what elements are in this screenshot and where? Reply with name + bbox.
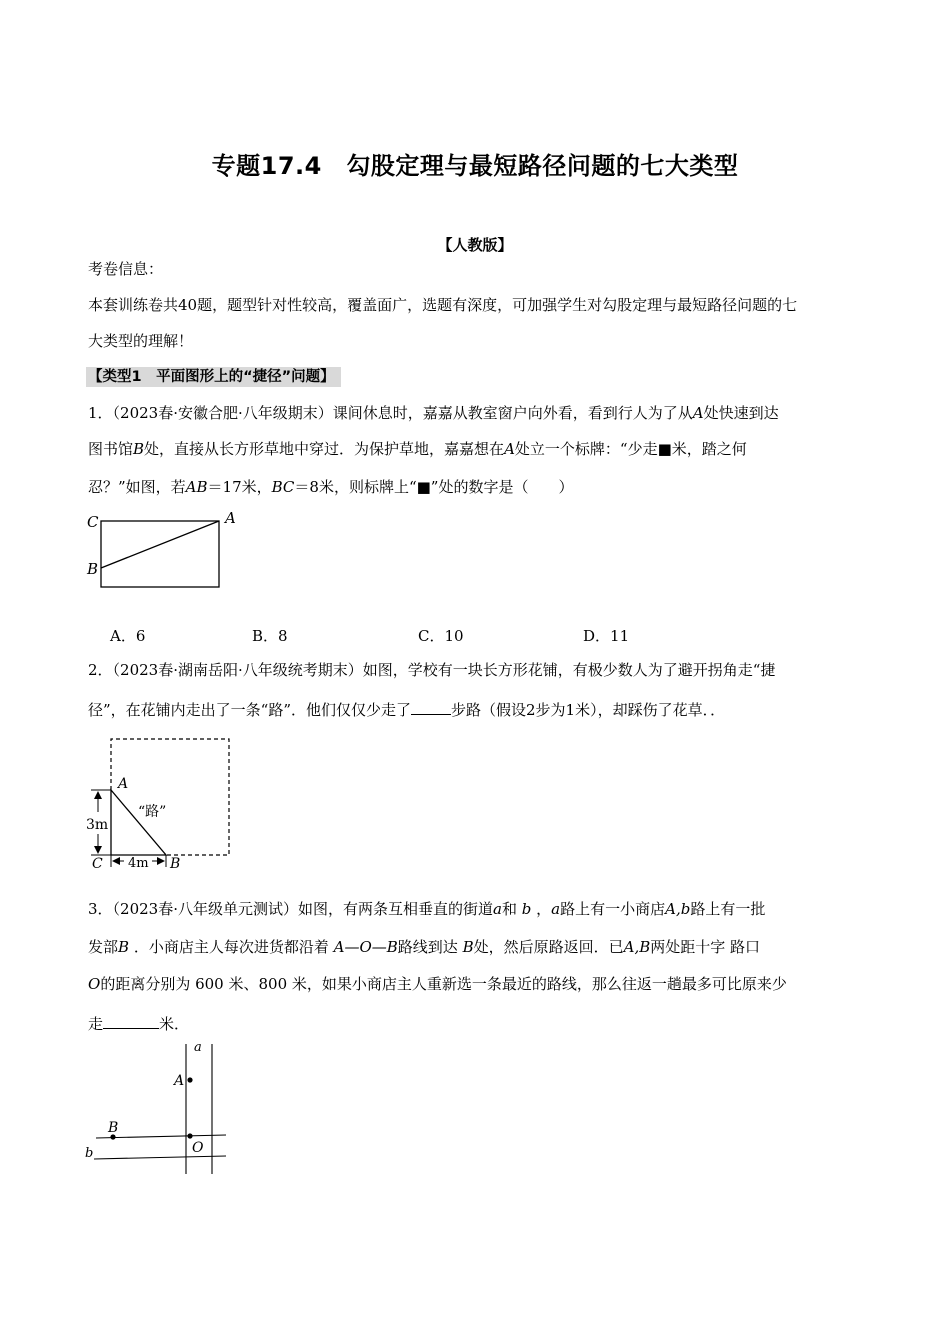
- q1-line-3: 忍？”如图，若AB＝17米，BC＝8米，则标牌上“■”处的数字是（ ）: [88, 478, 574, 496]
- q1-shortcut-line: [101, 521, 219, 568]
- q1-option-d[interactable]: D．11: [583, 627, 630, 645]
- q2-path-triangle: [111, 790, 166, 855]
- intro-line-1: 本套训练卷共40题，题型针对性较高，覆盖面广，选题有深度，可加强学生对勾股定理与最短路径问题的七: [88, 296, 798, 314]
- q3-street-b-bottom: [94, 1156, 226, 1159]
- q3-label-a: A: [174, 1073, 185, 1089]
- q2-flowerbed-figure: [80, 730, 250, 870]
- q1-label-a: A: [225, 509, 236, 527]
- q3-label-o: O: [192, 1140, 204, 1156]
- q1-line-2: 图书馆B处，直接从长方形草地中穿过．为保护草地，嘉嘉想在A处立一个标牌：“少走■米，踏之何: [88, 440, 747, 458]
- q2-label-a: A: [118, 776, 129, 792]
- q3-label-b-street: b: [85, 1146, 94, 1161]
- q2-answer-blank[interactable]: [411, 698, 451, 715]
- q3-point-o: [187, 1133, 192, 1138]
- intro-line-2: 大类型的理解！: [88, 332, 194, 350]
- q1-label-b: B: [87, 560, 99, 578]
- q1-rectangle-figure: [80, 505, 250, 595]
- q1-option-c[interactable]: C．10: [418, 627, 464, 645]
- q2-line-2: 径”，在花铺内走出了一条“路”．他们仅仅少走了 步路（假设2步为1米），却踩伤了花草．．: [88, 698, 868, 720]
- q2-line-1: 2．（2023春·湖南岳阳·八年级统考期末）如图，学校有一块长方形花铺，有极少数人为了避开拐角走“捷: [88, 661, 776, 679]
- edition-label: 【人教版】: [437, 236, 513, 254]
- q3-point-a: [187, 1077, 192, 1082]
- q2-flowerbed-outline: [111, 739, 229, 855]
- intro-label: 考卷信息：: [88, 260, 164, 278]
- q2-label-road: “路”: [138, 804, 167, 820]
- page-title: 专题17.4 勾股定理与最短路径问题的七大类型: [211, 152, 739, 180]
- q3-line-3: O的距离分别为 600 米、800 米，如果小商店主人重新选一条最近的路线，那么往返一趟最多可比原来少: [88, 975, 787, 993]
- q3-answer-blank[interactable]: [103, 1012, 159, 1029]
- q3-line-2: 发部B ．小商店主人每次进货都沿着 A—O—B路线到达 B处，然后原路返回．已A,B两处距十字 路口: [88, 938, 761, 956]
- q1-option-b[interactable]: B．8: [252, 627, 288, 645]
- q3-label-a-street: a: [194, 1040, 202, 1055]
- q2-label-4m: 4m: [128, 856, 149, 870]
- q1-lawn-rect: [101, 521, 219, 587]
- q2-label-3m: 3m: [86, 817, 109, 833]
- q3-label-b: B: [108, 1120, 119, 1136]
- q3-line-1: 3．（2023春·八年级单元测试）如图，有两条互相垂直的街道a和 b ，a路上有一小商店A,b路上有一批: [88, 900, 766, 918]
- q1-label-c: C: [87, 513, 99, 531]
- q2-label-b: B: [170, 856, 181, 870]
- q1-line-1: 1．（2023春·安徽合肥·八年级期末）课间休息时，嘉嘉从教室窗户向外看，看到行人为了从A处快速到达: [88, 404, 779, 422]
- q1-option-a[interactable]: A．6: [110, 627, 146, 645]
- q3-streets-figure: [80, 1036, 240, 1176]
- q2-label-c: C: [92, 856, 103, 870]
- section-heading-type1: 【类型1 平面图形上的“捷径”问题】: [86, 367, 341, 387]
- q3-line-4: 走 米．: [88, 1012, 868, 1034]
